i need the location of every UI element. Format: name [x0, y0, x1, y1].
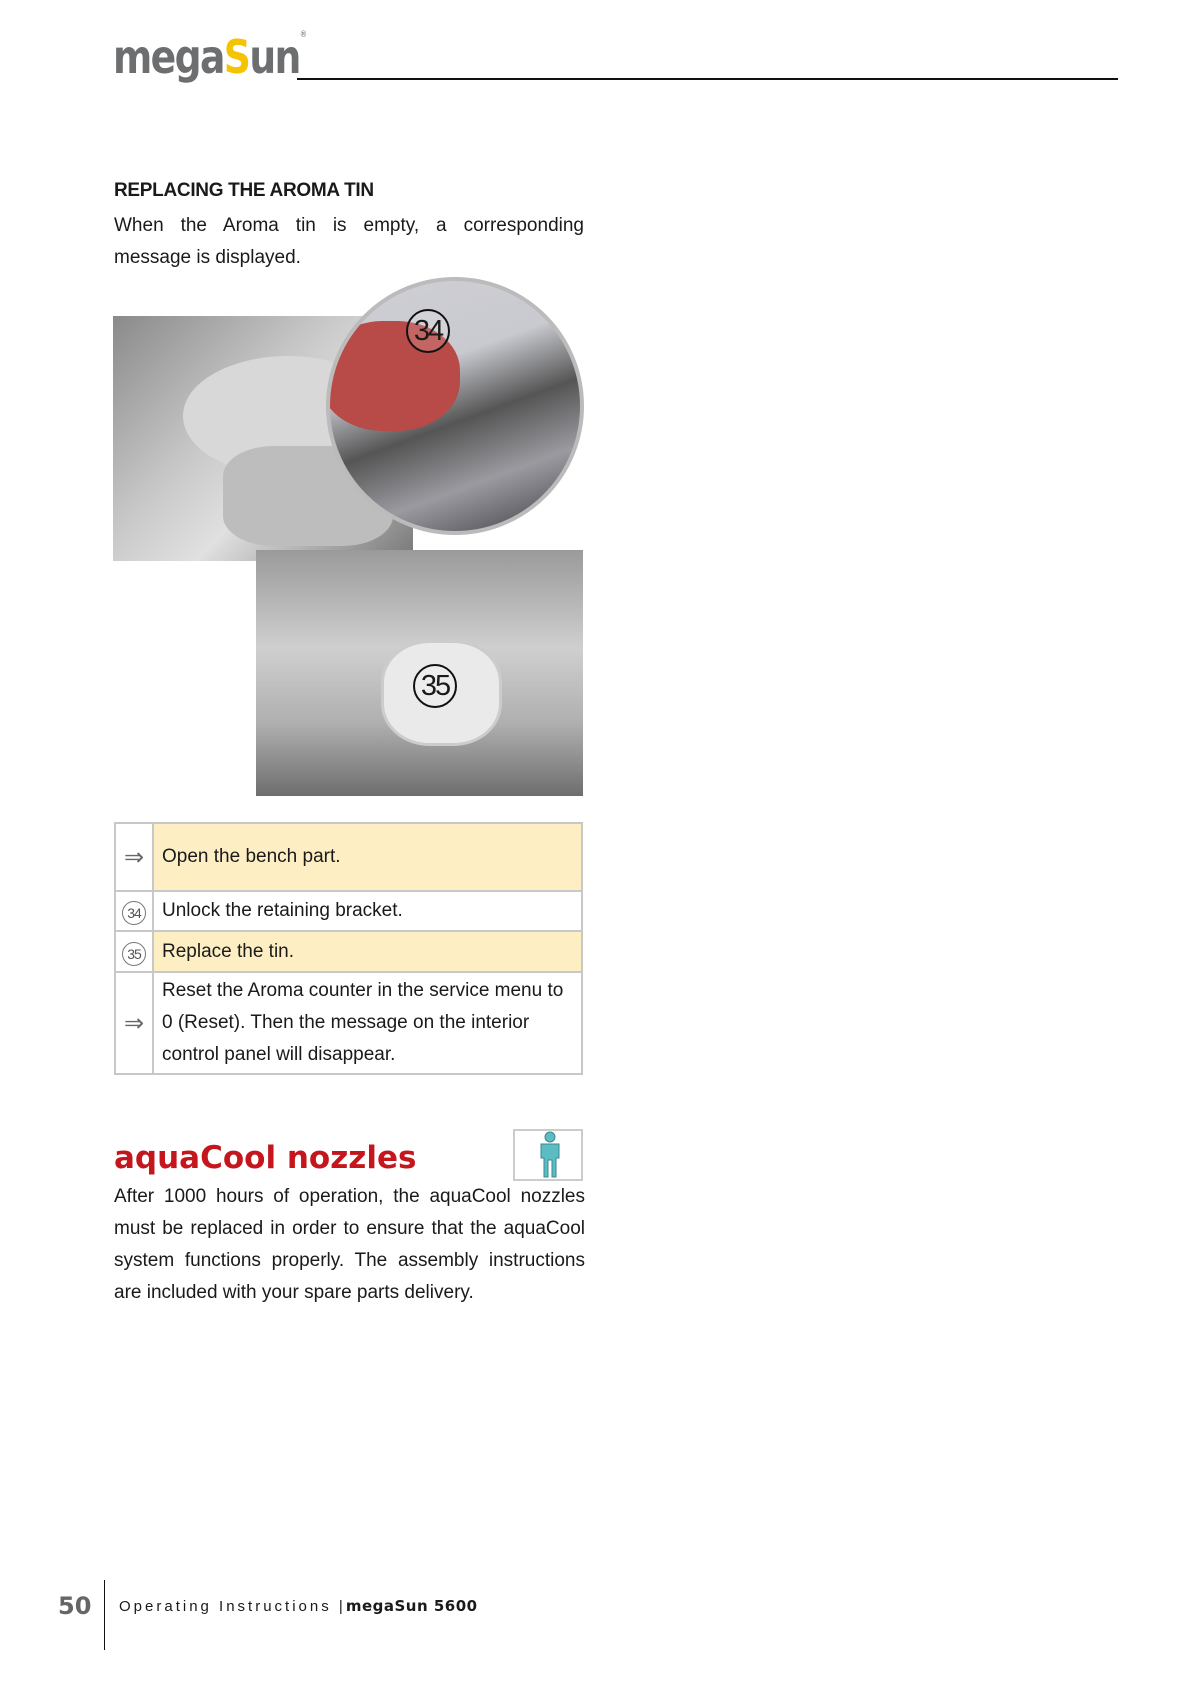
product-name: megaSun 5600 [345, 1597, 478, 1615]
callout-34: 34 [406, 309, 450, 353]
header-rule [297, 78, 1118, 80]
logo-text-end: un [249, 30, 300, 84]
step-text: Open the bench part. [153, 823, 582, 891]
footer-divider [104, 1580, 105, 1650]
arrow-icon: ⇒ [115, 823, 153, 891]
step-text: Reset the Aroma counter in the service menu to 0 (Reset). Then the message on the interior control panel will disappear. [153, 972, 582, 1074]
aquacool-paragraph: After 1000 hours of operation, the aquaCool nozzles must be replaced in order to ensure that the aquaCool system functions properly. The assembly instructions are included with your spare parts delivery. [114, 1186, 585, 1303]
step-text: Replace the tin. [153, 931, 582, 972]
person-technician-icon [513, 1129, 583, 1181]
logo-s: S [223, 30, 250, 84]
intro-paragraph: When the Aroma tin is empty, a corresponding message is displayed. [114, 215, 584, 268]
footer-text [119, 1597, 478, 1615]
step-row [115, 891, 582, 931]
step-number-34: 34 [122, 901, 146, 925]
callout-35: 35 [413, 664, 457, 708]
tin-replacement-photo [256, 550, 583, 796]
footer-separator: | [338, 1598, 346, 1615]
arrow-icon: ⇒ [115, 972, 153, 1074]
section-title: REPLACING THE AROMA TIN [114, 180, 374, 201]
doc-label: Operating Instructions [119, 1598, 332, 1615]
bracket-detail-photo [326, 277, 584, 535]
step-number-35: 35 [122, 942, 146, 966]
aquacool-title: aquaCool nozzles [114, 1140, 417, 1176]
step-row [115, 972, 582, 1074]
step-row [115, 931, 582, 972]
page-number: 50 [58, 1592, 92, 1620]
megasun-logo [113, 30, 305, 84]
steps-table [114, 822, 583, 1075]
step-text: Unlock the retaining bracket. [153, 891, 582, 931]
logo-text: mega [113, 30, 224, 84]
registered-mark: ® [299, 30, 306, 40]
step-row [115, 823, 582, 891]
